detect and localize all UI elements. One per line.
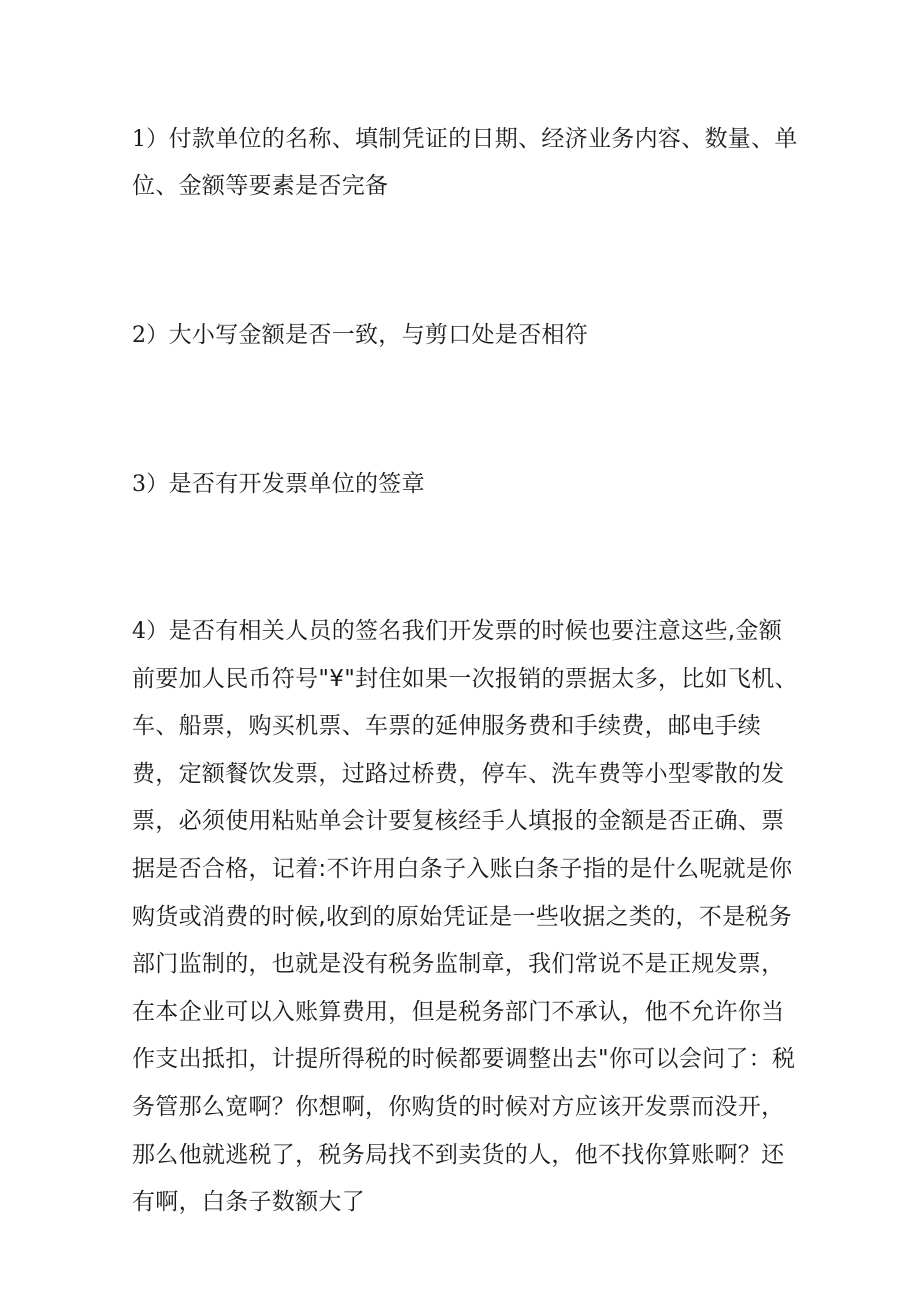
checklist-item-1 <box>132 116 798 209</box>
item-text: 是否有相关人员的签名我们开发票的时候也要注意这些,金额前要加人民币符号"¥"封住如果一次报销的票据太多，比如飞机、车、船票，购买机票、车票的延伸服务费和手续费，邮电手续费，定额餐饮发票，过路过桥费，停车、洗车费等小型零散的发票，必须使用粘贴单会计要复核经手人填报的金额是否正确、票据是否合格，记着:不许用白条子入账白条子指的是什么呢就是你购货或消费的时候,收到的原始凭证是一些收据之类的，不是税务部门监制的，也就是没有税务监制章，我们常说不是正规发票，在本企业可以入账算费用，但是税务部门不承认，他不允许你当作支出抵扣，计提所得税的时候都要调整出去"你可以会问了：税务管那么宽啊？你想啊，你购货的时候对方应该开发票而没开，那么他就逃税了，税务局找不到卖货的人，他不找你算账啊？还有啊，白条子数额大了 <box>132 618 798 1216</box>
item-number: 3） <box>132 472 169 497</box>
item-number: 4） <box>132 619 169 644</box>
item-text: 付款单位的名称、填制凭证的日期、经济业务内容、数量、单位、金额等要素是否完备 <box>132 126 798 199</box>
checklist-item-4 <box>132 608 798 1227</box>
item-text: 大小写金额是否一致，与剪口处是否相符 <box>168 322 589 348</box>
item-number: 2） <box>132 323 169 348</box>
item-number: 1） <box>132 127 169 152</box>
item-text: 是否有开发票单位的签章 <box>168 471 425 497</box>
checklist-item-2 <box>132 315 798 356</box>
checklist-item-3 <box>132 464 798 505</box>
